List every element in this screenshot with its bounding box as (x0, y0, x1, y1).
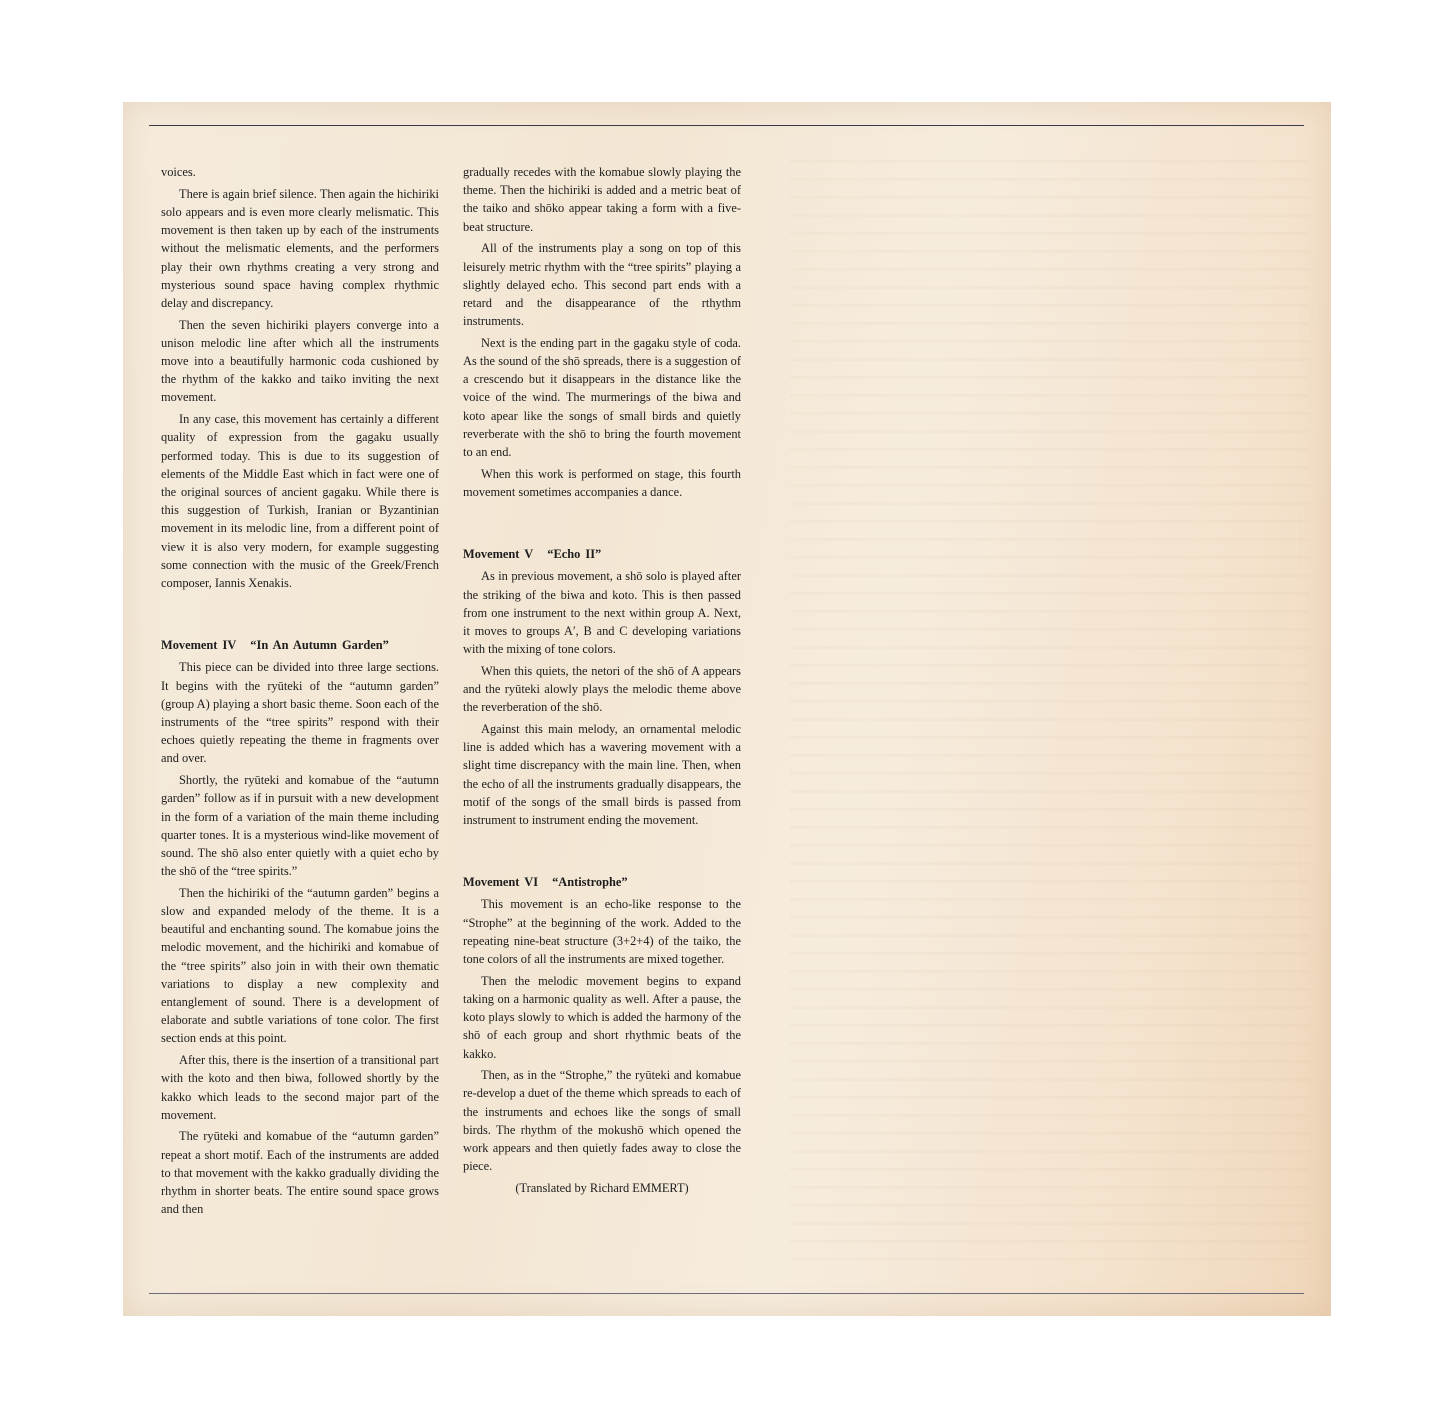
movement-title: “Echo II” (547, 547, 602, 562)
paragraph: Then the seven hichiriki players converge into a unison melodic line after which all the instruments move into a beautifully harmonic coda cushioned by the rhythm of the kakko and taiko inviting the next movement. (161, 317, 439, 405)
movement-heading (161, 636, 439, 654)
paragraph: After this, there is the insertion of a transitional part with the koto and then biwa, followed shortly by the kakko which leads to the second major part of the movement. (161, 1053, 439, 1122)
paragraph: Against this main melody, an ornamental melodic line is added which has a wavering movement with a slight time discrepancy with the main line. Then, when the echo of all the instruments gradually disappears, the motif of the songs of the small birds is passed from instrument to instrument ending the movement. (463, 721, 741, 827)
paragraph: Then, as in the “Strophe,” the ryūteki and komabue re-develop a duet of the theme which spreads to each of the instruments and echoes like the songs of small birds. The rhythm of the mokushō which opened the work appears and then quietly fades away to close the piece. (463, 1068, 741, 1174)
paragraph: As in previous movement, a shō solo is played after the striking of the biwa and koto. This is then passed from one instrument to the next within group A. Next, it moves to groups A′, B and C developing variations with the mixing of tone colors. (463, 569, 741, 657)
paragraph: This movement is an echo-like response to the “Strophe” at the beginning of the work. Added to the repeating nine-beat structure (3+2+4) of the taiko, the tone colors of all the instruments are mixed together. (463, 897, 741, 967)
paragraph: When this quiets, the netori of the shō of A appears and the ryūteki alowly plays the melodic theme above the reverberation of the shō. (463, 663, 741, 715)
paragraph: Then the hichiriki of the “autumn garden” begins a slow and expanded melody of the theme. It is a beautiful and enchanting sound. The komabue joins the melodic movement, and the hichiriki and komabue of the “tree spirits” also join in with their own thematic variations to display a new complexity and entanglement of sound. There is a development of elaborate and subtle variations of tone color. The first section ends at this point. (161, 885, 439, 1046)
paragraph: There is again brief silence. Then again the hichiriki solo appears and is even more clearly melismatic. This movement is then taken up by each of the instruments without the melismatic elements, and the performers play their own rhythms creating a very strong and mysterious sound space having complex rhythmic delay and discrepancy. (161, 186, 439, 310)
paragraph: When this work is performed on stage, this fourth movement sometimes accompanies a dance. (463, 466, 741, 499)
paragraph: The ryūteki and komabue of the “autumn garden” repeat a short motif. Each of the instruments are added to that movement with the kakko gradually dividing the rhythm in shorter beats. The entire sound space grows and then (161, 1129, 439, 1217)
left-column (161, 163, 439, 1222)
movement-title: “In An Autumn Garden” (250, 638, 389, 653)
movement-label: Movement IV (161, 638, 237, 653)
paragraph: gradually recedes with the komabue slowly playing the theme. Then the hichiriki is added and a metric beat of the taiko and shōko appear taking a form with a five-beat structure. (463, 165, 741, 234)
translator-credit: (Translated by Richard EMMERT) (515, 1180, 689, 1195)
movement-label: Movement VI (463, 875, 539, 890)
movement-title: “Antistrophe” (552, 875, 628, 890)
bottom-rule (149, 1293, 1304, 1294)
paragraph: voices. (161, 165, 196, 179)
paragraph: Then the melodic movement begins to expand taking on a harmonic quality as well. After a pause, the koto plays slowly to which is added the harmony of the shō of each group and short rhythmic beats of the kakko. (463, 973, 741, 1061)
movement-label: Movement V (463, 547, 534, 562)
paragraph: Next is the ending part in the gagaku style of coda. As the sound of the shō spreads, there is a suggestion of a crescendo but it disappears in the distance like the voice of the wind. The murmerings of the biwa and koto apear like the songs of small birds and quietly reverberate with the shō to bring the fourth movement to an end. (463, 335, 741, 460)
paragraph: In any case, this movement has certainly a different quality of expression from the gagaku usually performed today. This is due to its suggestion of elements of the Middle East which in fact were one of the original sources of ancient gagaku. While there is this suggestion of Turkish, Iranian or Byzantinian movement in its melodic line, from a different point of view it is also very modern, for example suggesting some connection with the music of the Greek/French composer, Iannis Xenakis. (161, 412, 439, 590)
paragraph: All of the instruments play a song on top of this leisurely metric rhythm with the “tree spirits” playing a slightly delayed echo. This second part ends with a retard and the disappearance of the rthythm instruments. (463, 241, 741, 329)
paragraph: This piece can be divided into three large sections. It begins with the ryūteki of the “autumn garden” (group A) playing a short basic theme. Soon each of the instruments of the “tree spirits” respond with their echoes quietly repeating the theme in fragments over and over. (161, 660, 439, 766)
movement-heading (463, 873, 741, 891)
bleed-through-text (790, 160, 1310, 1260)
top-rule (149, 125, 1304, 126)
movement-heading (463, 545, 741, 563)
middle-column (463, 163, 741, 1201)
paragraph: Shortly, the ryūteki and komabue of the “autumn garden” follow as if in pursuit with a new development in the form of a variation of the main theme including quarter tones. It is a mysterious wind-like movement of sound. The shō also enter quietly with a quiet echo by the shō of the “tree spirits.” (161, 773, 439, 879)
